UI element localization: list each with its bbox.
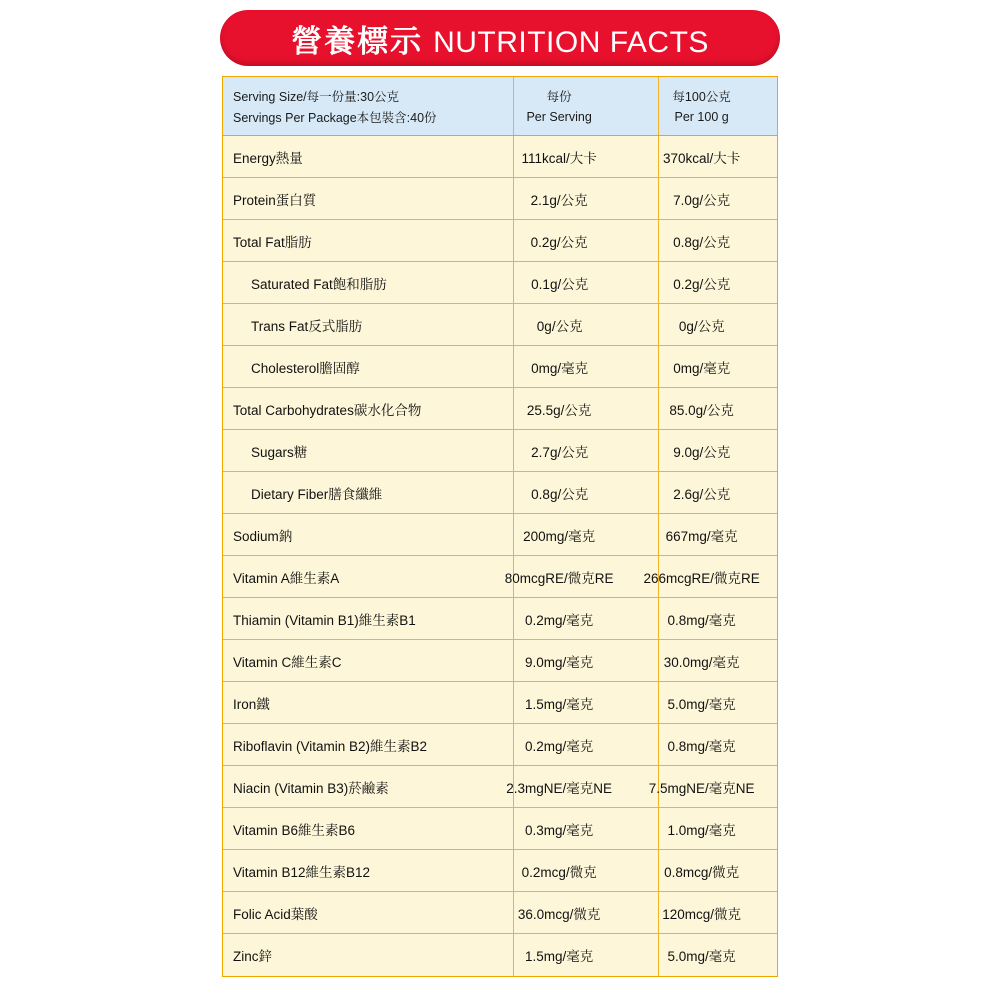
nutrient-per-100g-value: 266mcgRE/微克RE [643, 570, 760, 586]
serving-size-per-100g-header: 每100公克 [672, 89, 731, 104]
nutrient-per-100g-value: 9.0g/公克 [673, 444, 731, 460]
nutrient-per-100g-value: 0.2g/公克 [673, 276, 731, 292]
servings-per-package-row [223, 106, 777, 127]
nutrient-per-100g-value: 0.8mg/毫克 [667, 738, 736, 754]
table-row [223, 766, 777, 808]
table-row [223, 892, 777, 934]
nutrient-per-serving-value: 0.2mg/毫克 [524, 612, 594, 628]
nutrient-per-serving-value: 0mg/毫克 [531, 360, 589, 376]
nutrient-per-100g-value: 30.0mg/毫克 [663, 654, 740, 670]
nutrient-per-serving-value: 2.3mgNE/毫克NE [506, 780, 613, 796]
nutrient-name: Vitamin C維生素C [233, 654, 342, 670]
nutrient-per-serving-value: 80mcgRE/微克RE [504, 570, 614, 586]
table-row [223, 262, 777, 304]
table-row [223, 430, 777, 472]
table-row [223, 934, 777, 976]
nutrient-per-100g-value: 7.0g/公克 [673, 192, 731, 208]
table-row [223, 556, 777, 598]
nutrient-per-serving-value: 0.3mg/毫克 [524, 822, 594, 838]
nutrient-per-100g-value: 5.0mg/毫克 [667, 949, 736, 964]
nutrient-name: Niacin (Vitamin B3)菸鹼素 [233, 780, 389, 796]
nutrient-per-100g-value: 667mg/毫克 [665, 528, 738, 544]
table-row [223, 472, 777, 514]
nutrient-name: Folic Acid葉酸 [233, 906, 318, 922]
nutrient-per-serving-value: 2.7g/公克 [531, 444, 589, 460]
nutrient-per-serving-value: 0.2mcg/微克 [521, 864, 597, 880]
table-row [223, 136, 777, 178]
nutrient-per-100g-value: 0.8mcg/微克 [664, 864, 740, 880]
nutrient-per-100g-value: 0.8mg/毫克 [667, 612, 736, 628]
table-row [223, 724, 777, 766]
nutrient-per-100g-value: 5.0mg/毫克 [667, 696, 736, 712]
nutrient-per-100g-value: 120mcg/微克 [662, 906, 741, 922]
table-row [223, 346, 777, 388]
nutrient-per-serving-value: 0.2mg/毫克 [524, 738, 594, 754]
servings-per-package-label: Servings Per Package本包裝含:40份 [233, 110, 437, 125]
nutrient-per-100g-value: 85.0g/公克 [669, 402, 734, 418]
label-header [200, 0, 800, 76]
nutrient-per-serving-value: 9.0mg/毫克 [524, 654, 594, 670]
nutrient-per-100g-value: 370kcal/大卡 [662, 150, 741, 166]
table-row [223, 808, 777, 850]
banner-title-chinese: 營養標示 [291, 23, 424, 60]
nutrient-per-serving-value: 0.1g/公克 [531, 276, 589, 292]
nutrition-facts-label [200, 0, 800, 1000]
nutrient-per-serving-value: 0.2g/公克 [530, 234, 588, 250]
nutrient-per-serving-value: 1.5mg/毫克 [524, 696, 594, 712]
serving-size-per-serving-header: 每份 [546, 89, 572, 104]
nutrient-name: Iron鐵 [233, 696, 270, 712]
nutrient-per-100g-value: 2.6g/公克 [673, 486, 731, 502]
table-row [223, 598, 777, 640]
table-row [223, 682, 777, 724]
nutrient-name: Riboflavin (Vitamin B2)維生素B2 [233, 738, 428, 754]
serving-size-row [223, 85, 777, 106]
nutrient-name: Saturated Fat飽和脂肪 [251, 276, 387, 292]
nutrient-name: Cholesterol膽固醇 [251, 360, 360, 376]
banner-title-english: NUTRITION FACTS [433, 25, 709, 59]
column-divider-1 [513, 77, 514, 135]
per-100g-subheader: Per 100 g [674, 109, 729, 124]
nutrient-name: Vitamin B6維生素B6 [233, 822, 356, 838]
table-row [223, 388, 777, 430]
table-row [223, 850, 777, 892]
nutrient-name: Thiamin (Vitamin B1)維生素B1 [233, 612, 416, 628]
nutrient-name: Dietary Fiber膳食纖維 [251, 486, 383, 502]
column-divider-2 [658, 136, 659, 976]
nutrient-per-serving-value: 0g/公克 [536, 318, 583, 334]
table-row [223, 304, 777, 346]
per-serving-subheader: Per Serving [526, 109, 592, 124]
nutrient-name: Sugars糖 [251, 444, 308, 460]
serving-info-block [222, 76, 778, 135]
nutrient-per-100g-value: 7.5mgNE/毫克NE [648, 780, 755, 796]
nutrient-name: Energy熱量 [233, 150, 303, 166]
column-divider-2 [658, 77, 659, 135]
nutrient-name: Sodium鈉 [233, 528, 293, 544]
column-divider-1 [513, 136, 514, 976]
nutrient-per-100g-value: 0.8g/公克 [673, 234, 731, 250]
nutrient-per-100g-value: 0g/公克 [678, 318, 725, 334]
nutrient-per-serving-value: 200mg/毫克 [523, 528, 596, 544]
table-row [223, 178, 777, 220]
nutrient-name: Vitamin A維生素A [233, 570, 340, 586]
nutrient-per-100g-value: 0mg/毫克 [673, 360, 731, 376]
table-row [223, 640, 777, 682]
nutrient-table [222, 135, 778, 977]
nutrient-per-serving-value: 111kcal/大卡 [521, 150, 597, 166]
nutrient-name: Vitamin B12維生素B12 [233, 864, 371, 880]
nutrient-per-100g-value: 1.0mg/毫克 [667, 822, 736, 838]
nutrient-name: Total Fat脂肪 [233, 234, 312, 250]
nutrient-per-serving-value: 0.8g/公克 [531, 486, 589, 502]
nutrient-per-serving-value: 25.5g/公克 [526, 402, 592, 418]
serving-size-label: Serving Size/每一份量:30公克 [233, 89, 400, 104]
nutrient-per-serving-value: 36.0mcg/微克 [517, 906, 601, 922]
nutrient-name: Zinc鋅 [233, 949, 273, 964]
table-row [223, 220, 777, 262]
nutrition-facts-banner [220, 10, 780, 66]
nutrient-name: Trans Fat反式脂肪 [251, 318, 363, 334]
nutrient-per-serving-value: 1.5mg/毫克 [524, 949, 594, 964]
nutrient-per-serving-value: 2.1g/公克 [530, 192, 588, 208]
nutrient-name: Total Carbohydrates碳水化合物 [233, 402, 422, 418]
nutrient-name: Protein蛋白質 [233, 192, 317, 208]
table-row [223, 514, 777, 556]
